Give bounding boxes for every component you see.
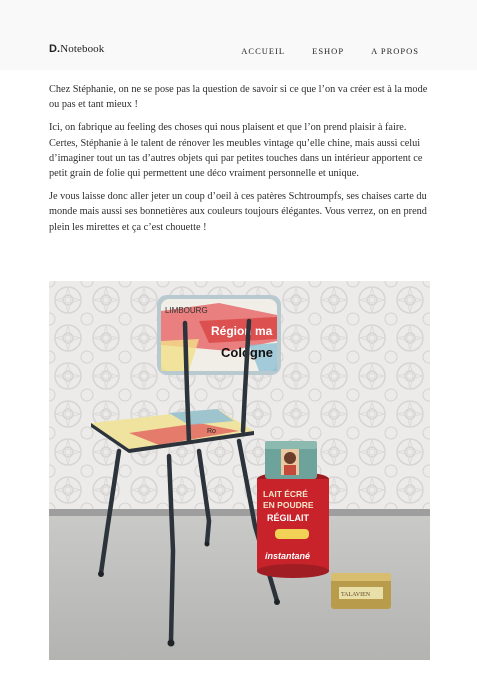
chair-backrest xyxy=(157,295,281,375)
article-paragraph: Ici, on fabrique au feeling des choses qui nous plaisent et que l’on prend plaisir à faire. Certes, Stéphanie à le talent de rénover les meubles vintage qu’elle chine, mais aussi celui d’imaginer tout un tas d’autres objets qui par petites touches dans un intérieur apportent ce petit grain de folie qui permettent une déco vraiment personnelle et unique. xyxy=(49,122,423,180)
article-paragraph: Chez Stéphanie, on ne se pose pas la question de savoir si ce que l’on va créer est à la mode ou pas et tant mieux ! xyxy=(49,84,428,111)
tin-label: EN POUDRE xyxy=(263,500,314,510)
tin-label: instantané xyxy=(265,551,311,561)
logo-text: Notebook xyxy=(60,43,105,55)
map-label: Région ma xyxy=(211,324,273,338)
map-label: LIMBOURG xyxy=(165,306,208,315)
baseboard xyxy=(49,509,430,516)
article-body xyxy=(49,82,430,243)
small-floor-tin xyxy=(331,573,391,609)
tin-label: RÉGILAIT xyxy=(267,513,309,523)
tin-label: LAIT ÉCRÉ xyxy=(263,489,308,499)
nav-link-a-propos[interactable]: A PROPOS xyxy=(371,46,419,56)
nav-link-eshop[interactable]: ESHOP xyxy=(312,46,345,56)
tin-label: TALAVIEN xyxy=(341,592,371,598)
map-label: Ro xyxy=(207,428,216,435)
main-nav xyxy=(214,46,419,56)
portrait-tin xyxy=(265,441,317,479)
nav-link-accueil[interactable]: ACCUEIL xyxy=(241,46,286,56)
site-header xyxy=(0,0,477,70)
regilait-tin xyxy=(257,472,329,578)
site-logo[interactable] xyxy=(49,43,104,55)
article-paragraph: Je vous laisse donc aller jeter un coup d’oeil à ces patères Schtroumpfs, ses chaises carte du monde mais aussi ses bonnetières aux couleurs toujours élégantes. Vous verrez, on en prend plein les mirettes et ça c’est chouette ! xyxy=(49,191,427,233)
logo-mark: D. xyxy=(49,43,61,55)
article-photo xyxy=(49,281,430,660)
map-label: Cologne xyxy=(221,345,273,360)
